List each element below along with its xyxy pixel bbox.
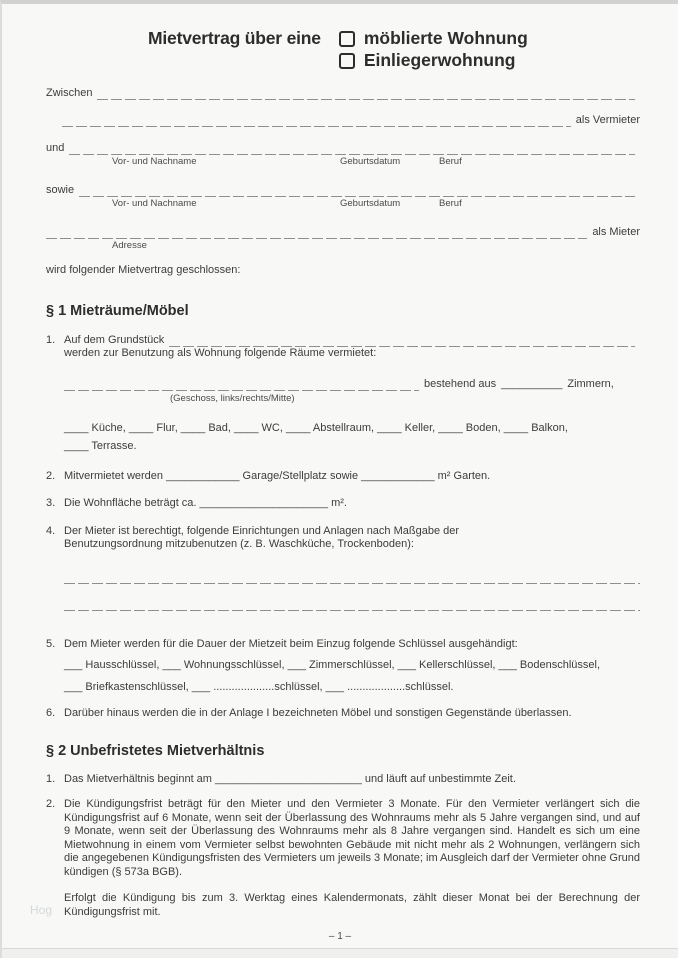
- floor-caption-row: [64, 391, 640, 404]
- tenant-address-row: [46, 226, 640, 239]
- s1-item2: [46, 470, 640, 484]
- s1-item1-pre: Auf dem Grundstück: [64, 334, 165, 346]
- landlord-name-row: [46, 87, 640, 100]
- s1-item3-text: Die Wohnfläche beträgt ca. _____________________ m².: [64, 497, 347, 509]
- floor-field: [64, 378, 419, 391]
- s1-item4-number: 4.: [46, 524, 56, 537]
- s2-item2-para1: Die Kündigungsfrist beträgt für den Mieter und den Vermieter 3 Monate. Für den Vermieter verlängert sich die Kündigungsfrist auf 6 Monate, wenn seit der Überlassung des Wohnraums mehr als 5 Jahre vergangen sind, und auf 9 Monate, wenn seit der Überlassung des Wohnraums mehr als 8 Jahre vergangen sind. Handelt es sich um eine Mietwohnung in einem vom Vermieter selbst bewohnten Gebäude mit nicht mehr als 2 Wohnungen, verlängern sich die angegebenen Kündigungsfristen des Vermieters um jeweils 3 Monate; im Ausgleich darf der Vermieter ohne Grund kündigen (§ 573a BGB).: [64, 798, 641, 878]
- plot-field: [169, 334, 635, 347]
- rooms-line2: ____ Terrasse.: [64, 440, 137, 452]
- s1-item5: [46, 638, 640, 695]
- section1-heading: § 1 Mieträume/Möbel: [46, 303, 189, 319]
- address-caption: Adresse: [112, 240, 147, 251]
- tenant2-name-field: [79, 184, 635, 197]
- einliegerwohnung-checkbox[interactable]: [339, 53, 355, 69]
- tenant1-name-field: [69, 142, 635, 155]
- sowie-label: sowie: [46, 184, 75, 196]
- s1-item2-number: 2.: [46, 469, 56, 482]
- moeblierte-wohnung-label: möblierte Wohnung: [363, 28, 528, 48]
- s1-item1-line2: werden zur Benutzung als Wohnung folgende Räume vermietet:: [64, 347, 377, 359]
- zimmern-text: Zimmern,: [567, 377, 614, 390]
- scan-bottom-edge: [2, 948, 678, 958]
- parties-block: [46, 87, 640, 276]
- tenant1-birthdate-caption: Geburtsdatum: [340, 156, 401, 167]
- contract-intro: wird folgender Mietvertrag geschlossen:: [46, 264, 241, 276]
- document-header: [148, 28, 640, 70]
- tenant2-birthdate-caption: Geburtsdatum: [340, 198, 401, 209]
- landlord-name-field: [97, 87, 635, 100]
- tenant2-name-caption: Vor- und Nachname: [112, 198, 197, 209]
- option-moeblierte-wohnung: [339, 28, 528, 48]
- s1-item6-text: Darüber hinaus werden die in der Anlage I bezeichneten Möbel und sonstigen Gegenstände überlassen.: [64, 707, 572, 719]
- tenant2-row: [46, 184, 640, 197]
- floor-caption: (Geschoss, links/rechts/Mitte): [170, 392, 295, 404]
- s1-item5-number: 5.: [46, 637, 56, 650]
- s2-item2-number: 2.: [46, 798, 56, 810]
- rooms-count-blank: __________: [501, 377, 563, 390]
- facilities-field-1: [64, 583, 640, 584]
- als-mieter-label: als Mieter: [592, 226, 640, 238]
- s1-item1-number: 1.: [46, 334, 56, 346]
- als-vermieter-label: als Vermieter: [575, 114, 640, 126]
- address-caption-row: [46, 239, 640, 252]
- s1-item5-intro: Dem Mieter werden für die Dauer der Mietzeit beim Einzug folgende Schlüssel ausgehändigt:: [64, 637, 518, 650]
- document-title: Mietvertrag über eine: [148, 28, 321, 48]
- tenant1-row: [46, 142, 640, 155]
- s1-item4-line2: Benutzungsordnung mitzubenutzen (z. B. Waschküche, Trockenboden):: [64, 538, 414, 550]
- landlord-name-field-2: [62, 114, 571, 127]
- tenant1-captions: [46, 155, 640, 168]
- apartment-type-options: [339, 28, 528, 70]
- s2-item1: [46, 773, 640, 787]
- tenant2-occupation-caption: Beruf: [439, 198, 462, 209]
- moeblierte-wohnung-checkbox[interactable]: [339, 31, 355, 47]
- s1-item6-number: 6.: [46, 707, 56, 719]
- tenant1-occupation-caption: Beruf: [439, 156, 462, 167]
- watermark-text: Hog: [30, 903, 53, 917]
- s1-item4-line1: Der Mieter ist berechtigt, folgende Einrichtungen und Anlagen nach Maßgabe der: [64, 524, 460, 537]
- page-content: [2, 4, 678, 919]
- keys-line1: ___ Hausschlüssel, ___ Wohnungsschlüssel, ___ Zimmerschlüssel, ___ Kellerschlüssel, ___ Bodenschlüssel,: [64, 659, 601, 671]
- s2-item1-number: 1.: [46, 772, 56, 785]
- s2-item2-para2: Erfolgt die Kündigung bis zum 3. Werktag eines Kalendermonats, zählt dieser Monat bei der Berechnung der Kündigungsfrist mit.: [64, 892, 640, 918]
- einliegerwohnung-label: Einliegerwohnung: [363, 50, 516, 70]
- und-label: und: [46, 142, 65, 154]
- tenant1-name-caption: Vor- und Nachname: [112, 156, 197, 167]
- page-number: – 1 –: [328, 931, 352, 942]
- section2-heading: § 2 Unbefristetes Mietverhältnis: [46, 742, 265, 759]
- s1-item4: [46, 525, 640, 552]
- landlord-suffix-row: [46, 114, 640, 127]
- s1-item3-number: 3.: [46, 497, 56, 509]
- s1-item6: [46, 707, 640, 721]
- option-einliegerwohnung: [339, 50, 528, 70]
- facilities-field-2: [64, 610, 640, 611]
- s1-item3: [46, 497, 640, 511]
- tenant2-captions: [46, 197, 640, 210]
- s2-item2: [46, 798, 640, 919]
- s1-item1: [46, 334, 640, 454]
- s1-item1-floor-row: [64, 378, 640, 391]
- bestehend-aus-text: bestehend aus: [424, 377, 497, 390]
- s1-item2-text: Mitvermietet werden ____________ Garage/Stellplatz sowie ____________ m² Garten.: [64, 469, 491, 482]
- s1-item1-plot-row: [64, 334, 640, 347]
- s2-item1-text: Das Mietverhältnis beginnt am ________________________ und läuft auf unbestimmte Zeit.: [64, 772, 516, 785]
- tenant-address-field: [46, 226, 587, 239]
- keys-line2: ___ Briefkastenschlüssel, ___ ....................schlüssel, ___ ...................schlüssel.: [64, 680, 454, 693]
- zwischen-label: Zwischen: [46, 87, 93, 99]
- rooms-line1: ____ Küche, ____ Flur, ____ Bad, ____ WC, ____ Abstellraum, ____ Keller, ____ Boden, ____ Balkon,: [64, 421, 568, 434]
